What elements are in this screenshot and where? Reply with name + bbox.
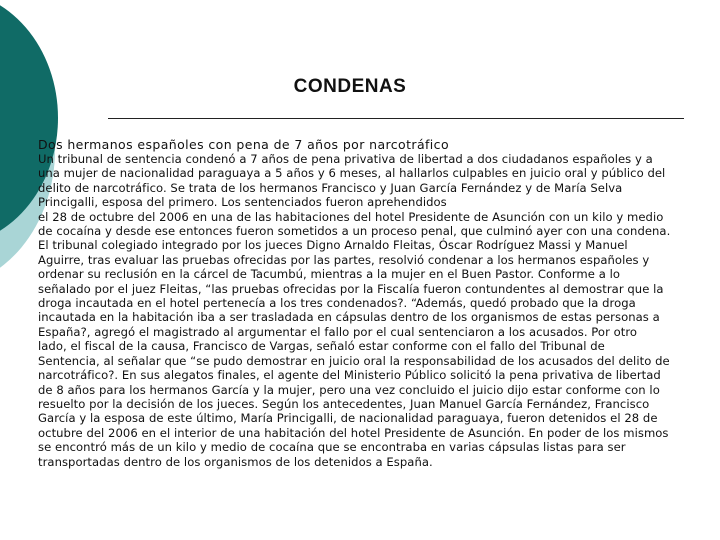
body-line: España?, agregó el magistrado al argumentar el fallo por el cual sentenciaron a los acusados. Por otro bbox=[38, 324, 638, 339]
body-line: ordenar su reclusión en la cárcel de Tacumbú, mientras a la mujer en el Buen Pastor. Conforme a lo bbox=[38, 267, 620, 282]
article-body bbox=[38, 152, 690, 469]
body-line: señalado por el juez Fleitas, “las pruebas ofrecidas por la Fiscalía fueron contundentes al demostrar que la bbox=[38, 281, 664, 296]
body-line: incautada en la habitación iba a ser trasladada en cápsulas dentro de los organismos de estas personas a bbox=[38, 310, 660, 325]
body-line: transportadas dentro de los organismos de los detenidos a España. bbox=[38, 454, 433, 469]
body-line: lado, el fiscal de la causa, Francisco de Vargas, señaló estar conforme con el fallo del Tribunal de bbox=[38, 339, 605, 354]
body-line: Princigalli, esposa del primero. Los sentenciados fueron aprehendidos bbox=[38, 195, 447, 210]
body-line: el 28 de octubre del 2006 en una de las habitaciones del hotel Presidente de Asunción con un kilo y medio bbox=[38, 209, 664, 224]
body-line: droga incautada en el hotel pertenecía a los tres condenados?. “Además, quedó probado que la droga bbox=[38, 296, 636, 311]
article-headline: Dos hermanos españoles con pena de 7 años por narcotráfico bbox=[38, 137, 449, 152]
body-line: octubre del 2006 en el interior de una habitación del hotel Presidente de Asunción. En poder de los mismos bbox=[38, 425, 669, 440]
body-line: se encontró más de un kilo y medio de cocaína que se encontraba en varias cápsulas listas para ser bbox=[38, 440, 626, 455]
body-line: García y la esposa de este último, María Princigalli, de nacionalidad paraguaya, fueron detenidos el 28 de bbox=[38, 411, 658, 426]
body-line: El tribunal colegiado integrado por los jueces Digno Arnaldo Fleitas, Óscar Rodríguez Massi y Manuel bbox=[38, 238, 628, 253]
body-line: Un tribunal de sentencia condenó a 7 años de pena privativa de libertad a dos ciudadanos españoles y a bbox=[38, 152, 653, 166]
title-divider bbox=[108, 118, 684, 119]
slide-title: CONDENAS bbox=[293, 76, 407, 97]
body-line: delito de narcotráfico. Se trata de los hermanos Francisco y Juan García Fernández y de María Selva bbox=[38, 180, 623, 195]
body-line: de cocaína y desde ese entonces fueron sometidos a un proceso penal, que culminó ayer con una condena. bbox=[38, 224, 671, 239]
body-line: una mujer de nacionalidad paraguaya a 5 años y 6 meses, al hallarlos culpables en juicio oral y público del bbox=[38, 166, 666, 181]
body-line: Sentencia, al señalar que “se pudo demostrar en juicio oral la responsabilidad de los acusados del delito de bbox=[38, 353, 670, 368]
body-line: de 8 años para los hermanos García y la mujer, pero una vez concluido el juicio dijo estar conforme con lo bbox=[38, 382, 660, 397]
body-line: Aguirre, tras evaluar las pruebas ofrecidas por las partes, resolvió condenar a los hermanos españoles y bbox=[38, 252, 650, 267]
body-line: narcotráfico?. En sus alegatos finales, el agente del Ministerio Público solicitó la pena privativa de libertad bbox=[38, 368, 661, 383]
body-line: resuelto por la decisión de los jueces. Según los antecedentes, Juan Manuel García Fernández, Francisco bbox=[38, 396, 650, 411]
